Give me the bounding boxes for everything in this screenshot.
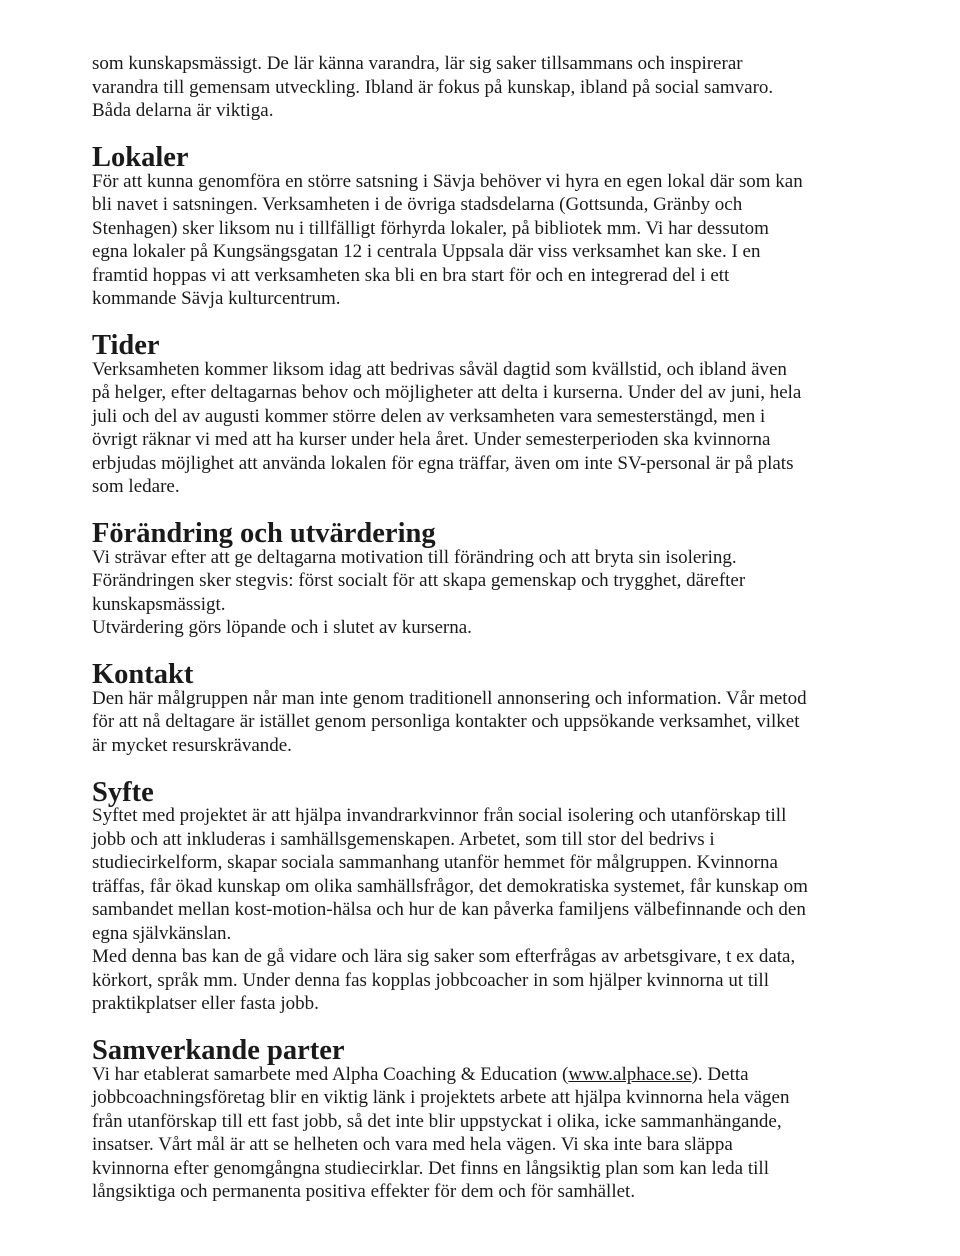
text-line: egna självkänslan. xyxy=(92,922,232,944)
text-line: bli navet i satsningen. Verksamheten i de övriga stadsdelarna (Gottsunda, Gränby och xyxy=(92,194,743,215)
text-line: Vi strävar efter att ge deltagarna motivation till förändring och att bryta sin isolering. xyxy=(92,546,737,568)
section-body xyxy=(92,1063,907,1204)
section-samverkande xyxy=(92,1035,907,1204)
section-body xyxy=(92,687,907,758)
text-line: kvinnorna efter genomgångna studiecirklar. Det finns en långsiktig plan som kan leda till xyxy=(92,1157,769,1179)
text-line: kunskapsmässigt. xyxy=(92,593,226,615)
website-link[interactable]: www.alphace.se xyxy=(568,1063,692,1085)
text-line: insatser. Vårt mål är att se helheten och vara med hela vägen. Vi ska inte bara släppa xyxy=(92,1134,733,1155)
section-heading: Syfte xyxy=(92,776,154,808)
text-line: Utvärdering görs löpande och i slutet av kurserna. xyxy=(92,617,472,638)
intro-paragraph xyxy=(92,52,907,123)
section-heading: Kontakt xyxy=(92,659,194,690)
text-fragment: ). Detta xyxy=(691,1063,749,1085)
section-kontakt xyxy=(92,659,907,757)
section-heading: Samverkande parter xyxy=(92,1035,345,1066)
section-body xyxy=(92,358,907,499)
text-line: från utanförskap till ett fast jobb, så det inte blir uppstyckat i olika, icke sammanhängande, xyxy=(92,1110,782,1132)
text-line: på helger, efter deltagarnas behov och möjligheter att delta i kurserna. Under del av juni, hela xyxy=(92,382,802,403)
text-line: som ledare. xyxy=(92,476,180,497)
text-line: är mycket resurskrävande. xyxy=(92,734,292,756)
text-line: framtid hoppas vi att verksamheten ska bli en bra start för och en integrerad del i ett xyxy=(92,264,730,286)
text-line: sambandet mellan kost-motion-hälsa och hur de kan påverka familjens välbefinnande och den xyxy=(92,899,806,920)
text-line: för att nå deltagare är istället genom personliga kontakter och uppsökande verksamhet, vilket xyxy=(92,711,800,732)
section-body xyxy=(92,546,907,640)
text-line: varandra till gemensam utveckling. Ibland är fokus på kunskap, ibland på social samvaro. xyxy=(92,76,774,98)
text-line: övrigt räknar vi med att ha kurser under hela året. Under semesterperioden ska kvinnorna xyxy=(92,429,771,450)
section-tider xyxy=(92,330,907,499)
document-page xyxy=(92,52,907,1204)
section-heading: Lokaler xyxy=(92,142,189,173)
text-line: Syftet med projektet är att hjälpa invandrarkvinnor från social isolering och utanförskap till xyxy=(92,805,787,826)
text-line: Verksamheten kommer liksom idag att bedrivas såväl dagtid som kvällstid, och ibland även xyxy=(92,358,787,380)
section-body xyxy=(92,170,907,311)
section-forandring xyxy=(92,518,907,640)
section-lokaler xyxy=(92,142,907,311)
section-body xyxy=(92,804,907,1016)
text-line: träffas, får ökad kunskap om olika samhällsfrågor, det demokratiska systemet, får kunskap om xyxy=(92,875,808,897)
text-line: som kunskapsmässigt. De lär känna varandra, lär sig saker tillsammans och inspirerar xyxy=(92,53,743,74)
text-line xyxy=(92,1063,907,1087)
text-line: Den här målgruppen når man inte genom traditionell annonsering och information. Vår metod xyxy=(92,687,807,709)
text-line: studiecirkelform, skapar sociala sammanhang utanför hemmet för målgruppen. Kvinnorna xyxy=(92,852,778,873)
section-heading: Tider xyxy=(92,330,160,361)
text-line: kommande Sävja kulturcentrum. xyxy=(92,288,341,309)
text-line: För att kunna genomföra en större satsning i Sävja behöver vi hyra en egen lokal där som kan xyxy=(92,170,803,192)
text-line: juli och del av augusti kommer större delen av verksamheten vara semesterstängd, men i xyxy=(92,405,766,427)
text-fragment: Vi har etablerat samarbete med Alpha Coaching & Education ( xyxy=(92,1063,569,1085)
text-line: erbjudas möjlighet att använda lokalen för egna träffar, även om inte SV-personal är på plats xyxy=(92,452,794,474)
text-line: långsiktiga och permanenta positiva effekter för dem och för samhället. xyxy=(92,1181,636,1202)
text-line: Med denna bas kan de gå vidare och lära sig saker som efterfrågas av arbetsgivare, t ex data, xyxy=(92,946,796,967)
text-line: praktikplatser eller fasta jobb. xyxy=(92,993,319,1014)
text-line: Förändringen sker stegvis: först socialt för att skapa gemenskap och trygghet, därefter xyxy=(92,570,746,591)
text-line: Båda delarna är viktiga. xyxy=(92,100,274,121)
text-line: jobbcoachningsföretag blir en viktig länk i projektets arbete att hjälpa kvinnorna hela vägen xyxy=(92,1087,790,1108)
text-line: körkort, språk mm. Under denna fas kopplas jobbcoacher in som hjälper kvinnorna ut till xyxy=(92,969,769,991)
text-line: egna lokaler på Kungsängsgatan 12 i centrala Uppsala där viss verksamhet kan ske. I en xyxy=(92,241,761,262)
text-line: jobb och att inkluderas i samhällsgemenskapen. Arbetet, som till stor del bedrivs i xyxy=(92,828,715,850)
text-line: Stenhagen) sker liksom nu i tillfälligt förhyrda lokaler, på bibliotek mm. Vi har dessutom xyxy=(92,217,769,239)
section-syfte xyxy=(92,776,907,1016)
section-heading: Förändring och utvärdering xyxy=(92,518,436,549)
